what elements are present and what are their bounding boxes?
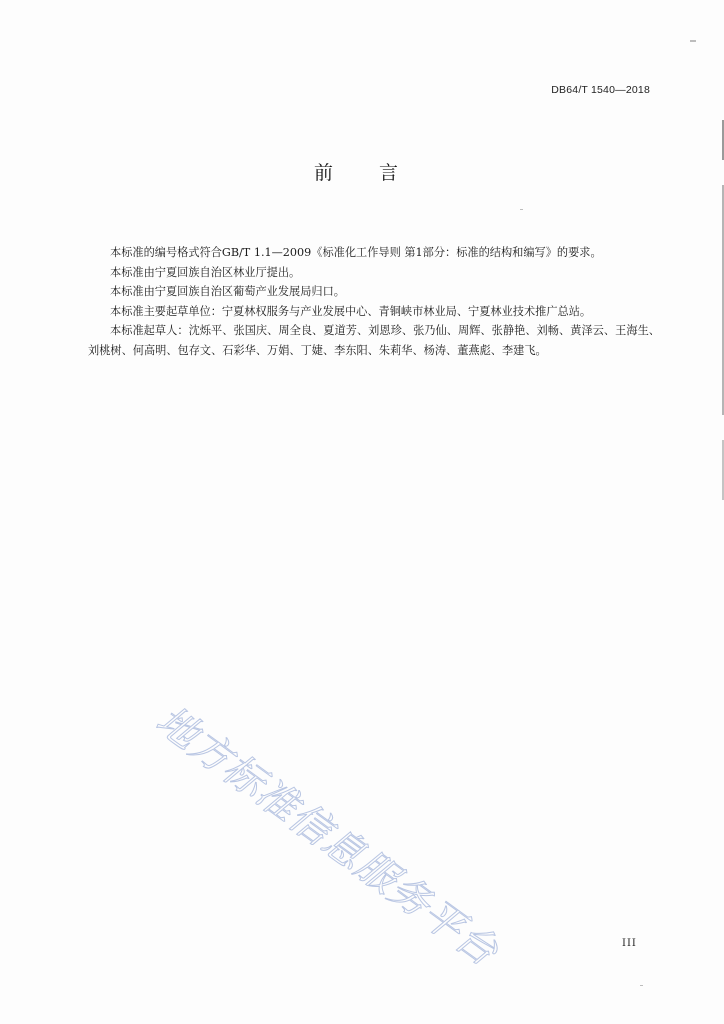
page-number: III (622, 938, 637, 949)
paragraph-drafters: 本标准起草人：沈烁平、张国庆、周全良、夏道芳、刘恩珍、张乃仙、周辉、张静艳、刘畅、黄泽云、王海生、刘桃树、何高明、包存文、石彩华、万娟、丁婕、李东阳、朱莉华、杨涛、董燕彪、李建飞。 (88, 324, 660, 357)
scan-speck (520, 209, 523, 210)
section-title: 前 言 (313, 162, 419, 184)
watermark-text: 地方标准信息服务平台 (147, 697, 507, 976)
standard-code: DB64/T 1540—2018 (551, 84, 650, 96)
paragraph-administrator: 本标准由宁夏回族自治区葡萄产业发展局归口。 (110, 285, 345, 298)
paragraph-format: 本标准的编号格式符合GB/T 1.1—2009《标准化工作导则 第1部分：标准的结构和编写》的要求。 (110, 246, 602, 259)
paragraph-proposer: 本标准由宁夏回族自治区林业厅提出。 (110, 265, 301, 279)
scan-speck (690, 40, 696, 42)
scan-speck (640, 985, 643, 986)
paragraph-drafting-units: 本标准主要起草单位：宁夏林权服务与产业发展中心、青铜峡市林业局、宁夏林业技术推广总站。 (110, 304, 592, 318)
foreword-body (88, 243, 660, 360)
